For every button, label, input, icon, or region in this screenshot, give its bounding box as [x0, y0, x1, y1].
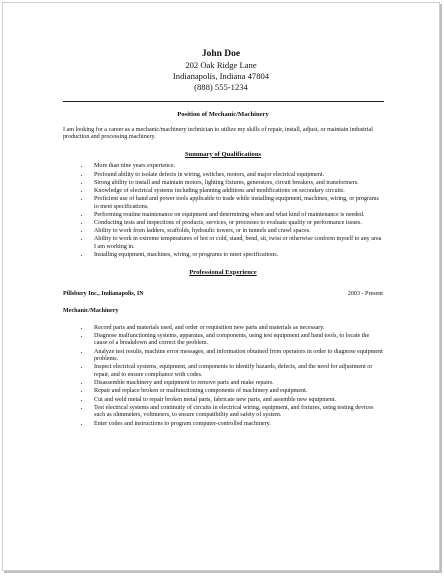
job-title: Mechanic/Machinery	[63, 308, 119, 315]
list-item: • Knowledge of electrical systems including planning additions and modifications on secondary circuits.	[90, 188, 383, 196]
resume-body	[63, 111, 383, 429]
experience-heading: Professional Experience	[189, 268, 257, 276]
resume-page	[2, 2, 440, 571]
city-state-zip: Indianapolis, Indiana 47804	[172, 71, 270, 81]
list-item: • Ability to work from ladders, scaffolds, hydraulic towers, or in tunnels and crawl spaces.	[90, 228, 383, 236]
employer-row	[63, 291, 383, 299]
employer-name: Pillsbury Inc., Indianapolis, IN	[63, 291, 144, 298]
list-item: • Analyze test results, machine error messages, and information obtained from operators in order to diagnose equipment problems.	[90, 349, 383, 364]
objective-text: I am looking for a career as a mechanic/machinery technician to utilize my skills of repair, install, adjust, or maintain industrial production and processing machinery.	[63, 126, 373, 141]
list-item: • Record parts and materials used, and order or requisition new parts and materials as necessary.	[90, 325, 383, 333]
candidate-name: John Doe	[201, 49, 241, 59]
qualifications-list	[63, 163, 383, 259]
list-item: • Conducting tests and inspections of products, services, or processes to evaluate quality or performance issues.	[90, 220, 383, 228]
list-item: • Ability to work in extreme temperatures of hot or cold, stand, bend, sit, twist or otherwise conform myself to any area I am working in.	[90, 236, 383, 251]
list-item: • Inspect electrical systems, equipment, and components to identify hazards, defects, and the need for adjustment or repair, and to ensure compliance with codes.	[90, 364, 383, 379]
list-item: • More than nine years experience.	[90, 163, 383, 171]
list-item: • Diagnose malfunctioning systems, apparatus, and components, using test equipment and hand tools, to locate the cause of a breakdown and correct the problem.	[90, 333, 383, 348]
qualifications-heading: Summary of Qualifications	[184, 150, 262, 158]
employment-dates: 2003 - Present	[347, 291, 383, 298]
street-address: 202 Oak Ridge Lane	[185, 60, 257, 70]
list-item: • Profound ability to isolate defects in wiring, switches, motors, and major electrical equipment.	[90, 172, 383, 180]
list-item: • Installing equipment, machines, wiring, or programs to meet specifications.	[90, 252, 383, 260]
list-item: • Strong ability to install and maintain motors, lighting fixtures, generators, circuit breakers, and transformers.	[90, 180, 383, 188]
list-item: • Performing routine maintenance on equipment and determining when and what kind of maintenance is needed.	[90, 212, 383, 220]
phone-number: (888) 555-1234	[194, 82, 248, 92]
list-item: • Enter codes and instructions to program computer-controlled machinery.	[90, 421, 383, 429]
list-item: • Proficient use of hand and power tools applicable to trade while installing equipment, machines, wiring, or programs to meet specifications.	[90, 196, 383, 211]
list-item: • Test electrical systems and continuity of circuits in electrical wiring, equipment, and fixtures, using testing devices such as ohmmeters, voltmeters, to ensure compatibility and safety of system.	[90, 405, 383, 420]
resume-header	[3, 3, 439, 93]
position-heading: Position of Mechanic/Machinery	[177, 111, 269, 118]
header-divider	[63, 101, 384, 102]
responsibilities-list	[63, 325, 383, 428]
list-item: • Repair and replace broken or malfunctioning components of machinery and equipment.	[90, 388, 383, 396]
list-item: • Cut and weld metal to repair broken metal parts, fabricate new parts, and assemble new equipment.	[90, 397, 383, 405]
list-item: • Disassemble machinery and equipment to remove parts and make repairs.	[90, 380, 383, 388]
